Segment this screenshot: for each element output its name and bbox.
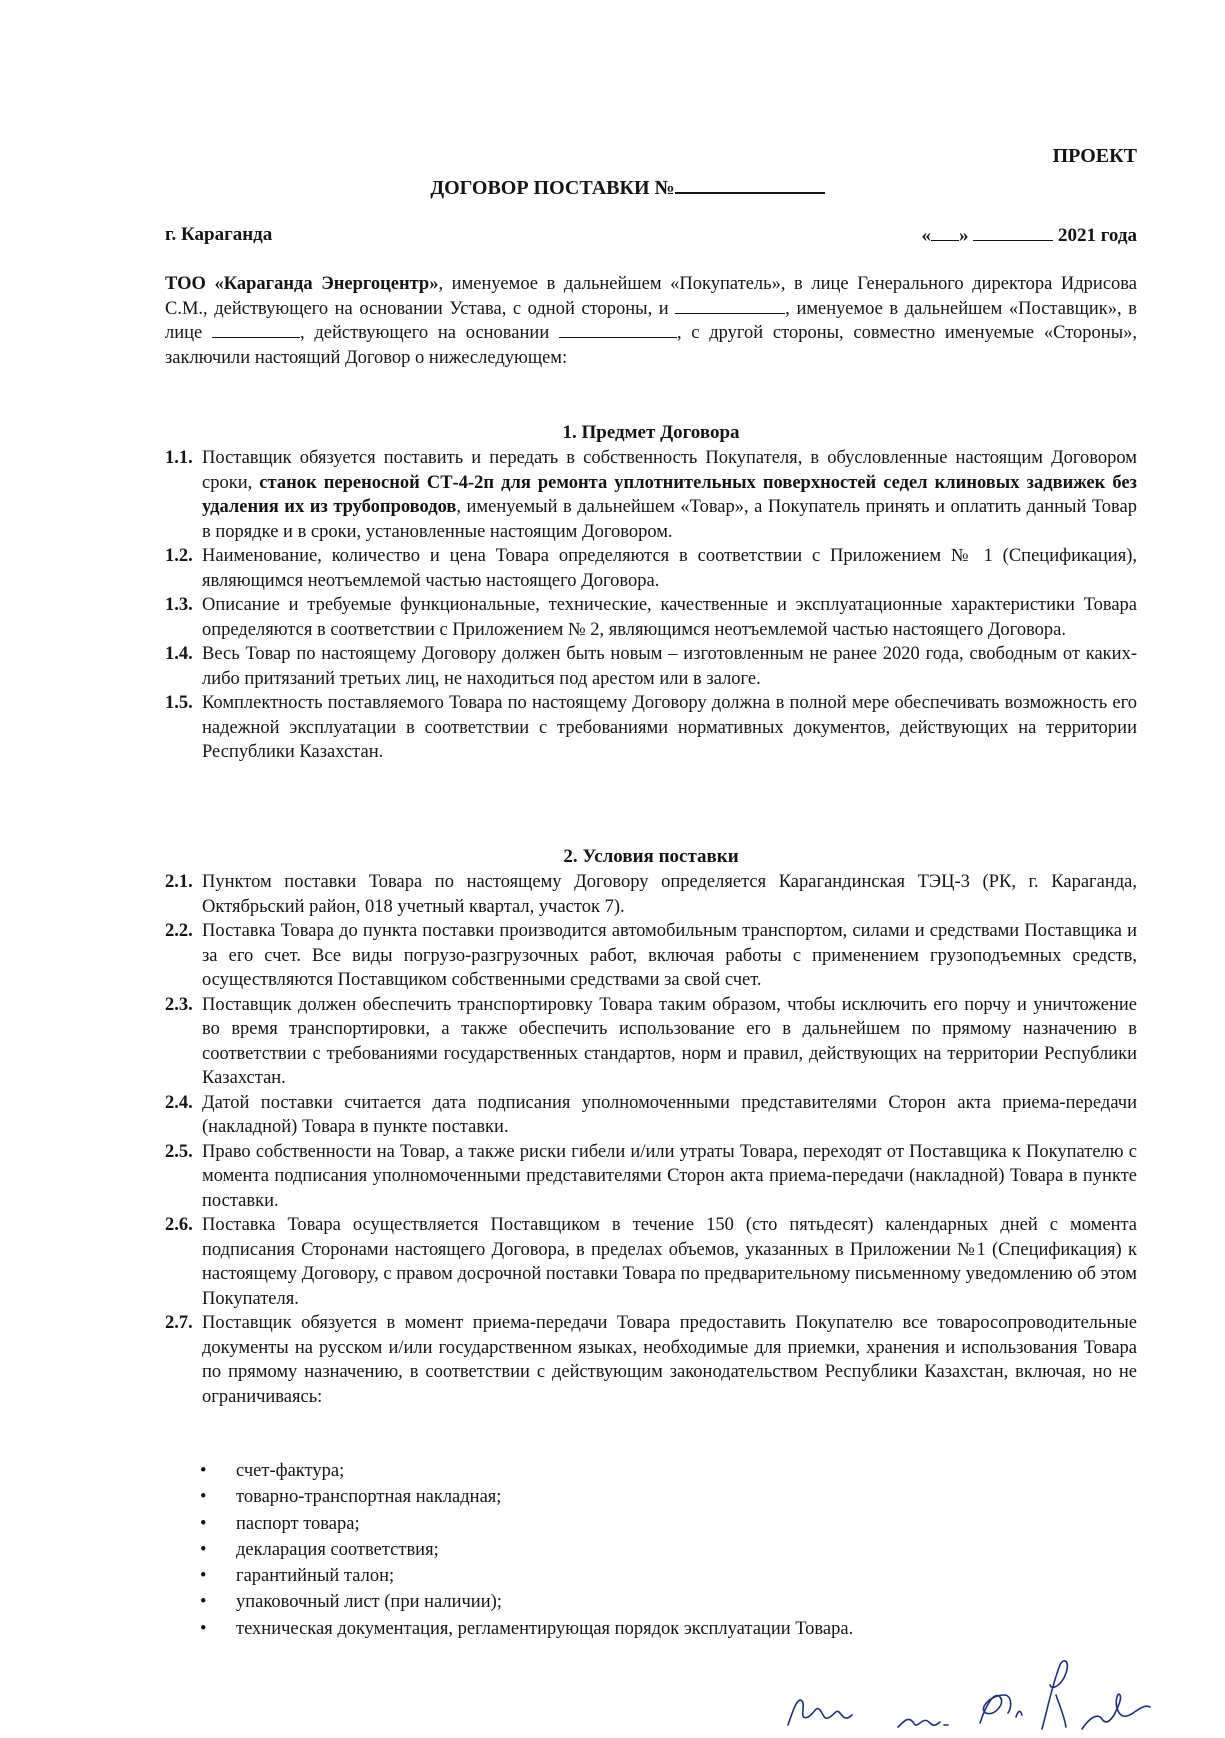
contract-number-blank — [675, 174, 825, 194]
list-item — [200, 1511, 853, 1537]
document-title — [0, 174, 1225, 200]
document-title-text: ДОГОВОР ПОСТАВКИ № — [430, 177, 675, 199]
clause-number: 2.6. — [165, 1215, 193, 1235]
intro-part-3: , действующего на основании — [299, 323, 559, 343]
clause-number: 1.4. — [165, 644, 193, 664]
clause-2-7 — [165, 1311, 1137, 1409]
clause-number: 2.7. — [165, 1313, 193, 1333]
list-item — [200, 1484, 853, 1510]
supplier-rep-blank — [212, 321, 300, 338]
bullet-icon: • — [200, 1539, 207, 1560]
clause-number: 1.5. — [165, 693, 193, 713]
signature-mark — [898, 1719, 948, 1727]
list-item — [200, 1563, 853, 1589]
goods-name: станок переносной СТ-4-2п для ремонта уплотнительных поверхностей седел клиновых задвижек без удаления их из трубопроводов — [202, 472, 1137, 517]
intro-part-4: , с другой стороны, совместно именуемые «Стороны», заключили настоящий Договор о нижеследующем: — [165, 323, 1138, 368]
list-item — [200, 1458, 853, 1484]
clause-1-5 — [165, 691, 1137, 765]
month-blank — [973, 224, 1053, 241]
signature-mark — [1082, 1694, 1150, 1729]
clause-1-3 — [165, 593, 1137, 642]
list-item-text: товарно-транспортная накладная; — [236, 1487, 502, 1508]
clause-text: Поставщик обязуется поставить и передать в собственность Покупателя, в обусловленные настоящим Договором сроки, — [202, 448, 1137, 493]
bullet-icon: • — [200, 1566, 207, 1587]
supplier-basis-blank — [559, 321, 677, 338]
buyer-name: ТОО «Караганда Энергоцентр» — [165, 274, 439, 294]
list-item-text: упаковочный лист (при наличии); — [236, 1592, 502, 1613]
section-1-title: 1. Предмет Договора — [562, 422, 740, 443]
list-item-text: декларация соответствия; — [236, 1539, 439, 1560]
list-item — [200, 1616, 853, 1642]
clause-2-5 — [165, 1140, 1137, 1214]
section-2-title: 2. Условия поставки — [563, 846, 739, 867]
clause-1-1 — [165, 446, 1137, 544]
list-item-text: гарантийный талон; — [236, 1566, 395, 1587]
clause-text: Комплектность поставляемого Товара по настоящему Договору должна в полной мере обеспечивать возможность его надежной эксплуатации в соответствии с требованиями нормативных документов, действующих на территории Республики Казахстан. — [202, 693, 1137, 762]
clause-2-2 — [165, 919, 1137, 993]
clause-text: Поставщик должен обеспечить транспортировку Товара таким образом, чтобы исключить его порчу и уничтожение во время транспортировки, а также обеспечить использование его в дальнейшем по прямому назначению в соответствии с требованиями государственных стандартов, норм и правил, действующих на территории Республики Казахстан. — [202, 994, 1137, 1088]
bullet-icon: • — [200, 1592, 207, 1613]
clause-2-4 — [165, 1091, 1137, 1140]
list-item — [200, 1537, 853, 1563]
signature-mark — [980, 1695, 1022, 1723]
bullet-icon: • — [200, 1487, 207, 1508]
clause-text: , именуемый в дальнейшем «Товар», а Покупатель принять и оплатить данный Товар в порядке и в сроки, установленные настоящим Договором. — [202, 497, 1137, 542]
intro-paragraph — [165, 272, 1137, 370]
city: г. Караганда — [165, 224, 273, 245]
day-blank — [931, 224, 959, 241]
clause-2-6 — [165, 1213, 1137, 1311]
date-quote-close: » — [959, 225, 969, 246]
clause-2-1 — [165, 870, 1137, 919]
bullet-icon: • — [200, 1618, 207, 1639]
clause-1-4 — [165, 642, 1137, 691]
list-item-text: счет-фактура; — [236, 1461, 345, 1481]
supplier-name-blank — [675, 297, 785, 314]
clause-number: 2.5. — [165, 1141, 193, 1162]
intro-part-2: , именуемое в дальнейшем «Поставщик», в лице — [165, 298, 1137, 343]
list-item-text: техническая документация, регламентирующая порядок эксплуатации Товара. — [236, 1618, 854, 1639]
list-item-text: паспорт товара; — [236, 1513, 360, 1534]
date-quote-open: « — [921, 225, 932, 246]
intro-part-1: , именуемое в дальнейшем «Покупатель», в лице Генерального директора Идрисова С.М., действующего на основании Устава, с одной стороны, и — [165, 274, 1137, 319]
signature-mark — [788, 1700, 852, 1725]
clause-2-3 — [165, 993, 1137, 1091]
section-2-clauses — [165, 870, 1137, 1409]
draft-label: ПРОЕКТ — [1052, 145, 1137, 167]
clause-text: Пунктом поставки Товара по настоящему Договору определяется Карагандинская ТЭЦ-3 (РК, г. Караганда, Октябрьский район, 018 учетный квартал, участок 7). — [202, 872, 1137, 917]
contract-date — [922, 224, 1137, 247]
clause-text: Поставщик обязуется в момент приема-передачи Товара предоставить Покупателю все товаросопроводительные документы на русском и/или государственном языках, необходимые для приемки, хранения и использования Товара по прямому назначению, в соответствии с действующим законодательством Республики Казахстан, включая, но не ограничиваясь: — [202, 1313, 1137, 1407]
clause-text: Поставка Товара осуществляется Поставщиком в течение 150 (сто пятьдесят) календарных дней с момента подписания Сторонами настоящего Договора, в пределах объемов, указанных в Приложении №1 (Спецификация) к настоящему Договору, с правом досрочной поставки Товара по предварительному письменному уведомлению об этом Покупателя. — [202, 1215, 1137, 1309]
bullet-icon: • — [200, 1513, 207, 1534]
clause-number: 2.4. — [165, 1092, 193, 1113]
handwritten-signatures — [780, 1655, 1160, 1735]
document-list — [200, 1458, 853, 1642]
clause-number: 1.1. — [165, 448, 193, 468]
signature-mark — [1042, 1661, 1067, 1729]
clause-text: Наименование, количество и цена Товара определяются в соответствии с Приложением № 1 (Спецификация), являющимся неотъемлемой частью настоящего Договора. — [202, 546, 1137, 591]
date-year: 2021 года — [1058, 225, 1137, 246]
section-1-clauses — [165, 446, 1137, 765]
clause-text: Описание и требуемые функциональные, технические, качественные и эксплуатационные характеристики Товара определяются в соответствии с Приложением № 2, являющимся неотъемлемой частью настоящего Договора. — [202, 595, 1137, 640]
clause-number: 1.2. — [165, 546, 193, 566]
clause-text: Право собственности на Товар, а также риски гибели и/или утраты Товара, переходят от Поставщика к Покупателю с момента подписания уполномоченными представителями Сторон акта приема-передачи (накладной) Товара в пункте поставки. — [202, 1141, 1137, 1211]
clause-text: Весь Товар по настоящему Договору должен быть новым – изготовленным не ранее 2020 года, свободным от каких-либо притязаний третьих лиц, не находиться под арестом или в залоге. — [202, 644, 1137, 689]
list-item — [200, 1589, 853, 1615]
bullet-icon: • — [200, 1461, 207, 1481]
clause-number: 2.3. — [165, 994, 193, 1015]
clause-number: 2.1. — [165, 872, 193, 892]
clause-text: Датой поставки считается дата подписания уполномоченными представителями Сторон акта приема-передачи (накладной) Товара в пункте поставки. — [202, 1092, 1137, 1137]
clause-number: 2.2. — [165, 921, 193, 941]
clause-number: 1.3. — [165, 595, 193, 615]
clause-1-2 — [165, 544, 1137, 593]
clause-text: Поставка Товара до пункта поставки производится автомобильным транспортом, силами и средствами Поставщика и за его счет. Все виды погрузо-разгрузочных работ, включая работы с применением грузоподъемных средств, осуществляются Поставщиком собственными средствами за свой счет. — [202, 921, 1137, 990]
